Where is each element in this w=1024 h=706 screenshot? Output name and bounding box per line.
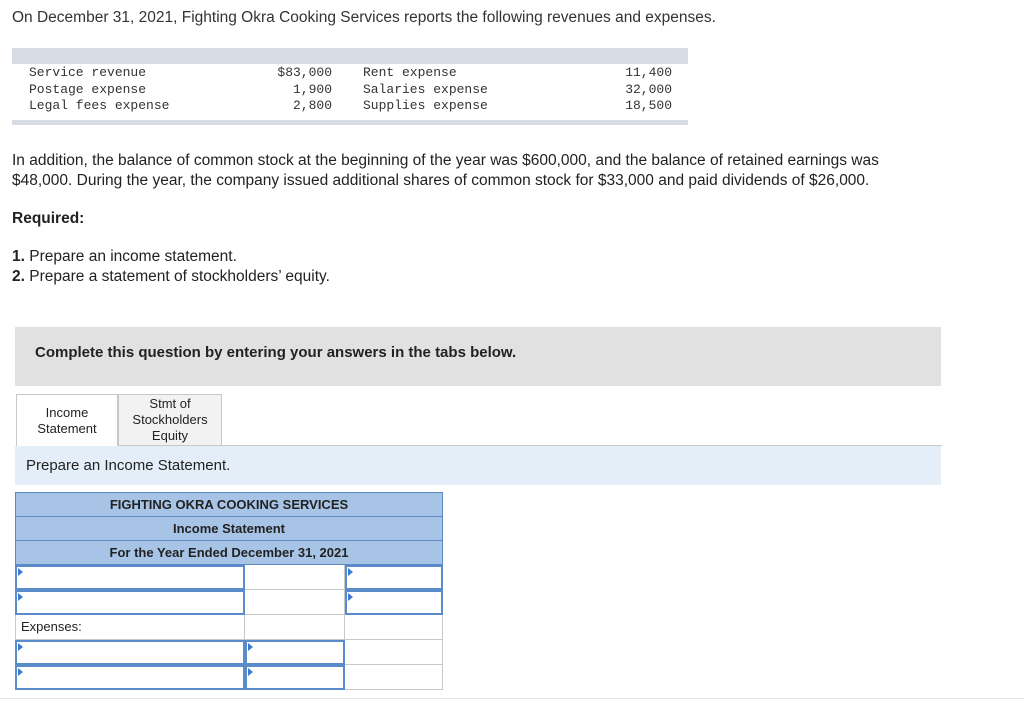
account-dropdown[interactable] xyxy=(15,565,245,590)
statement-title-header: Income Statement xyxy=(15,516,443,541)
amount-cell xyxy=(345,640,443,665)
company-name-header: FIGHTING OKRA COOKING SERVICES xyxy=(15,492,443,517)
step-text: Prepare a statement of stockholders’ equity. xyxy=(24,268,330,285)
item-amount: 32,000 xyxy=(625,81,672,97)
right-values-column xyxy=(592,65,672,115)
item-label: Legal fees expense xyxy=(29,98,170,113)
tab-label-line: Stmt of xyxy=(149,396,191,411)
revenue-expense-box xyxy=(12,48,688,125)
table-row xyxy=(15,640,443,665)
expenses-label-cell xyxy=(15,615,245,640)
instruction-text: Complete this question by entering your answers in the tabs below. xyxy=(35,344,517,361)
item-label: Postage expense xyxy=(29,81,147,97)
item-label: Rent expense xyxy=(363,65,457,80)
tab-label-line: Income xyxy=(45,405,89,420)
left-values-column xyxy=(252,65,332,115)
tab-stockholders-equity[interactable] xyxy=(118,394,222,446)
account-dropdown[interactable] xyxy=(15,590,245,615)
account-dropdown[interactable] xyxy=(15,665,245,690)
item-label: Service revenue xyxy=(29,65,147,80)
amount-input[interactable] xyxy=(345,565,443,590)
amount-input[interactable] xyxy=(245,640,345,665)
income-statement-table xyxy=(15,492,443,690)
tab-income-statement[interactable] xyxy=(16,394,118,447)
problem-intro: On December 31, 2021, Fighting Okra Cooking Services reports the following revenues and expenses. xyxy=(12,9,716,26)
dropdown-marker-icon xyxy=(248,668,253,676)
page-bottom-divider xyxy=(0,698,1024,699)
paragraph-line: $48,000. During the year, the company issued additional shares of common stock for $33,000 and paid dividends of $26,000. xyxy=(12,172,870,189)
amount-cell xyxy=(245,565,345,590)
box-top-bar xyxy=(12,48,688,64)
problem-paragraph xyxy=(12,151,1012,191)
amount-cell xyxy=(245,590,345,615)
box-bottom-bar xyxy=(12,120,688,125)
tab-label-line: Stockholders xyxy=(132,412,208,427)
period-header: For the Year Ended December 31, 2021 xyxy=(15,540,443,565)
right-labels-column xyxy=(363,65,563,115)
dropdown-marker-icon xyxy=(18,643,23,651)
amount-cell xyxy=(345,665,443,690)
tab-label-line: Statement xyxy=(37,421,97,436)
amount-input[interactable] xyxy=(345,590,443,615)
table-row xyxy=(15,665,443,690)
item-amount: $83,000 xyxy=(277,65,332,80)
dropdown-marker-icon xyxy=(248,643,253,651)
item-label: Supplies expense xyxy=(363,98,488,113)
left-labels-column xyxy=(29,65,229,115)
paragraph-line: In addition, the balance of common stock at the beginning of the year was $600,000, and the balance of retained earnings was xyxy=(12,152,879,169)
step-text: Prepare an income statement. xyxy=(24,248,237,265)
amount-cell xyxy=(245,615,345,640)
instruction-banner xyxy=(15,327,941,386)
tab-instruction-text: Prepare an Income Statement. xyxy=(26,457,231,474)
item-amount: 18,500 xyxy=(625,98,672,113)
dropdown-marker-icon xyxy=(348,593,353,601)
table-row xyxy=(15,565,443,590)
table-row xyxy=(15,615,443,640)
dropdown-marker-icon xyxy=(18,668,23,676)
item-amount: 11,400 xyxy=(625,65,672,80)
dropdown-marker-icon xyxy=(348,568,353,576)
step-item xyxy=(12,267,330,287)
step-item xyxy=(12,247,330,267)
required-steps xyxy=(12,247,330,287)
account-dropdown[interactable] xyxy=(15,640,245,665)
item-amount: 1,900 xyxy=(292,81,332,97)
item-label: Salaries expense xyxy=(363,81,488,97)
item-amount: 2,800 xyxy=(292,98,332,113)
expenses-label: Expenses: xyxy=(21,619,82,634)
amount-input[interactable] xyxy=(245,665,345,690)
dropdown-marker-icon xyxy=(18,593,23,601)
step-number: 2. xyxy=(12,268,25,285)
amount-cell xyxy=(345,615,443,640)
required-heading: Required: xyxy=(12,210,85,227)
tab-label-line: Equity xyxy=(151,428,189,443)
step-number: 1. xyxy=(12,248,25,265)
table-row xyxy=(15,590,443,615)
dropdown-marker-icon xyxy=(18,568,23,576)
tab-instruction-bar xyxy=(15,446,941,485)
